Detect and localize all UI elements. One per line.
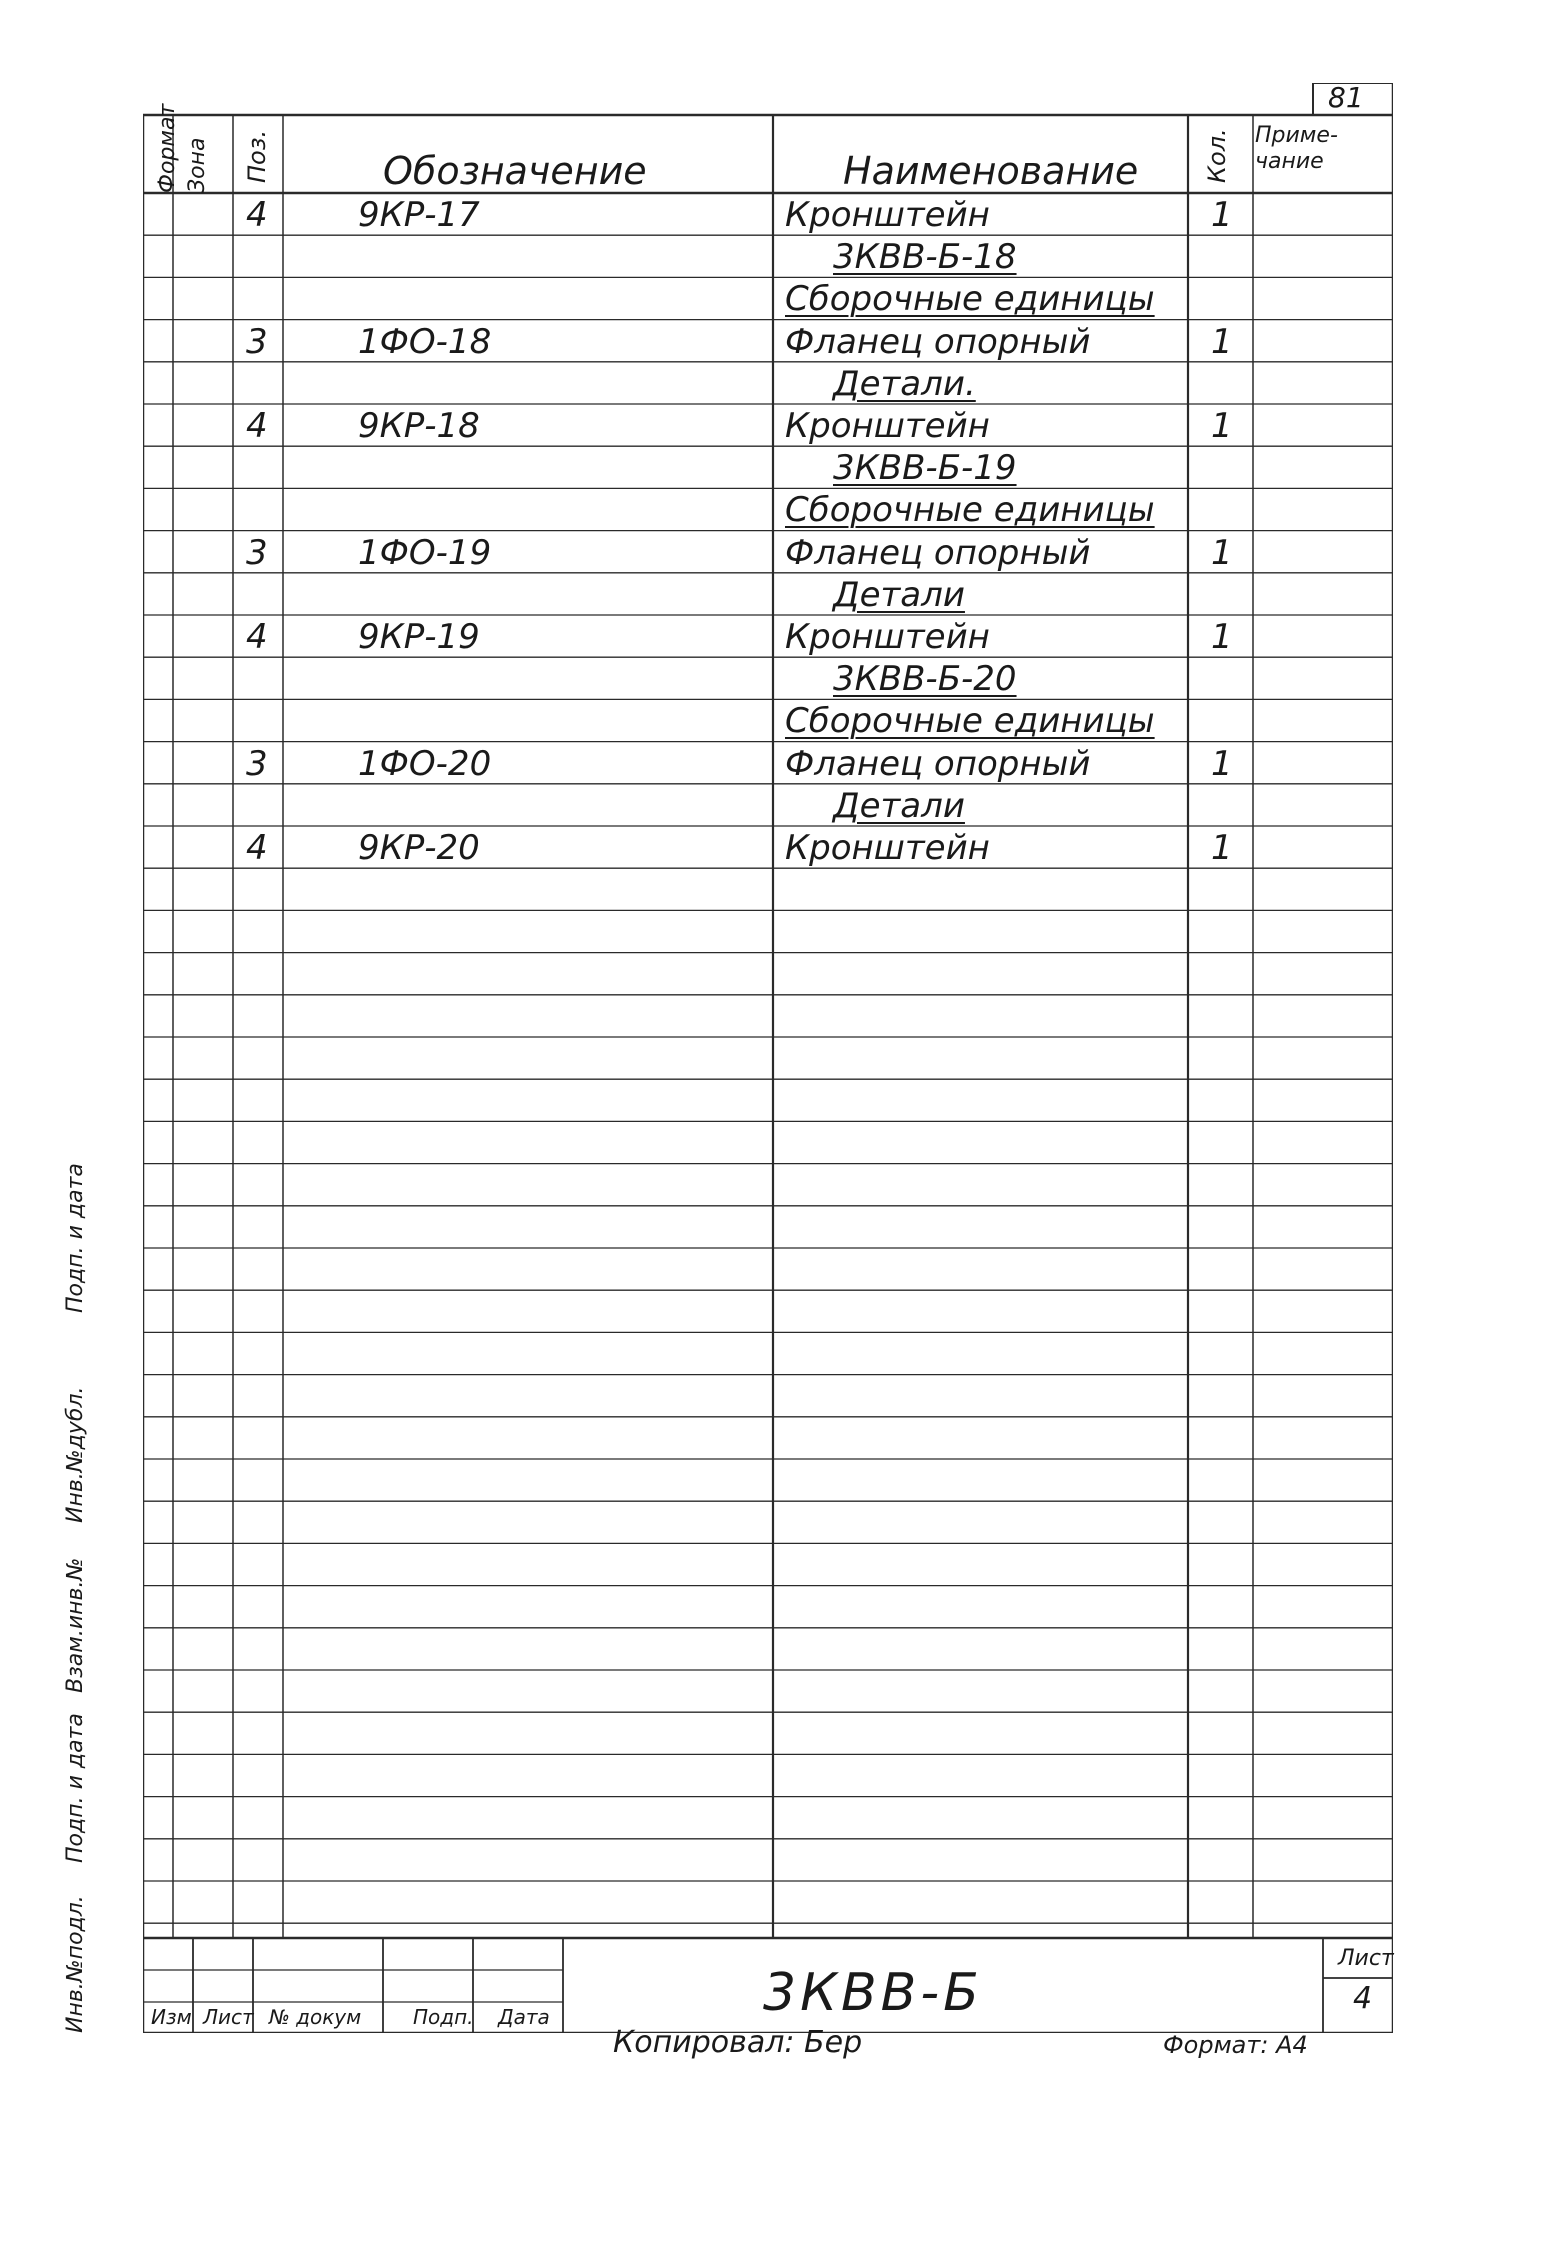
row-name: Детали — [833, 785, 965, 826]
header-qty: Кол. — [1203, 128, 1231, 183]
header-note: Приме-чание — [1255, 123, 1338, 174]
row-name: 3КВВ-Б-18 — [833, 237, 1017, 278]
header-format: Формат — [155, 103, 180, 193]
row-qty: 1 — [1211, 828, 1233, 868]
side-label-inv-dup: Инв.№дубл. — [63, 1386, 88, 1523]
row-pos: 4 — [246, 828, 268, 868]
page-number: 81 — [1328, 81, 1364, 114]
side-label-sign-date-1: Подп. и дата — [63, 1713, 88, 1863]
row-name: Фланец опорный — [785, 532, 1091, 573]
row-name: Кронштейн — [785, 406, 990, 446]
stamp-col-list: Лист — [203, 2005, 254, 2029]
stamp-col-izm: Изм — [151, 2005, 192, 2029]
row-name: Фланец опорный — [785, 321, 1091, 362]
row-name: Сборочные единицы — [785, 279, 1155, 320]
stamp-code: 3КВВ-Б — [763, 1963, 983, 2023]
row-name: Сборочные единицы — [785, 490, 1155, 531]
row-name: Сборочные единицы — [785, 701, 1155, 742]
row-designation: 1ФО-20 — [358, 743, 492, 784]
side-label-inv-orig: Инв.№подл. — [63, 1895, 88, 2033]
row-designation: 1ФО-19 — [358, 532, 492, 573]
side-label-replace-inv: Взам.инв.№ — [63, 1557, 88, 1693]
header-zone: Зона — [185, 137, 210, 193]
row-pos: 4 — [246, 617, 268, 657]
footer-format: Формат: А4 — [1163, 2031, 1308, 2059]
row-pos: 4 — [246, 406, 268, 446]
row-designation: 9КР-20 — [358, 828, 480, 868]
stamp-sheet-number: 4 — [1353, 1981, 1373, 2016]
row-name: Фланец опорный — [785, 743, 1091, 784]
row-qty: 1 — [1211, 406, 1233, 446]
row-designation: 9КР-18 — [358, 406, 480, 446]
side-label-sign-date-2: Подп. и дата — [63, 1163, 88, 1313]
stamp-col-sign: Подп. — [413, 2005, 474, 2029]
header-designation: Обозначение — [383, 149, 647, 193]
row-name: 3КВВ-Б-19 — [833, 448, 1017, 489]
row-qty: 1 — [1211, 532, 1233, 573]
row-name: Кронштейн — [785, 195, 990, 235]
row-name: 3КВВ-Б-20 — [833, 659, 1017, 700]
row-qty: 1 — [1211, 617, 1233, 657]
footer-copied: Копировал: Бер — [613, 2025, 863, 2060]
row-qty: 1 — [1211, 195, 1233, 235]
row-name: Кронштейн — [785, 617, 990, 657]
stamp-col-date: Дата — [498, 2005, 550, 2029]
row-name: Детали. — [833, 363, 976, 404]
header-pos: Поз. — [243, 129, 271, 183]
row-pos: 3 — [246, 532, 268, 573]
row-qty: 1 — [1211, 321, 1233, 362]
table-grid — [143, 83, 1393, 2033]
stamp-col-doc: № докум — [269, 2005, 362, 2029]
row-pos: 4 — [246, 195, 268, 235]
row-qty: 1 — [1211, 743, 1233, 784]
header-name: Наименование — [843, 149, 1139, 193]
row-name: Кронштейн — [785, 828, 990, 868]
row-pos: 3 — [246, 321, 268, 362]
drawing-sheet — [63, 81, 1394, 2060]
row-designation: 1ФО-18 — [358, 321, 492, 362]
row-designation: 9КР-17 — [358, 195, 480, 235]
row-pos: 3 — [246, 743, 268, 784]
stamp-sheet-label: Лист — [1338, 1946, 1394, 1971]
row-name: Детали — [833, 574, 965, 615]
row-designation: 9КР-19 — [358, 617, 480, 657]
